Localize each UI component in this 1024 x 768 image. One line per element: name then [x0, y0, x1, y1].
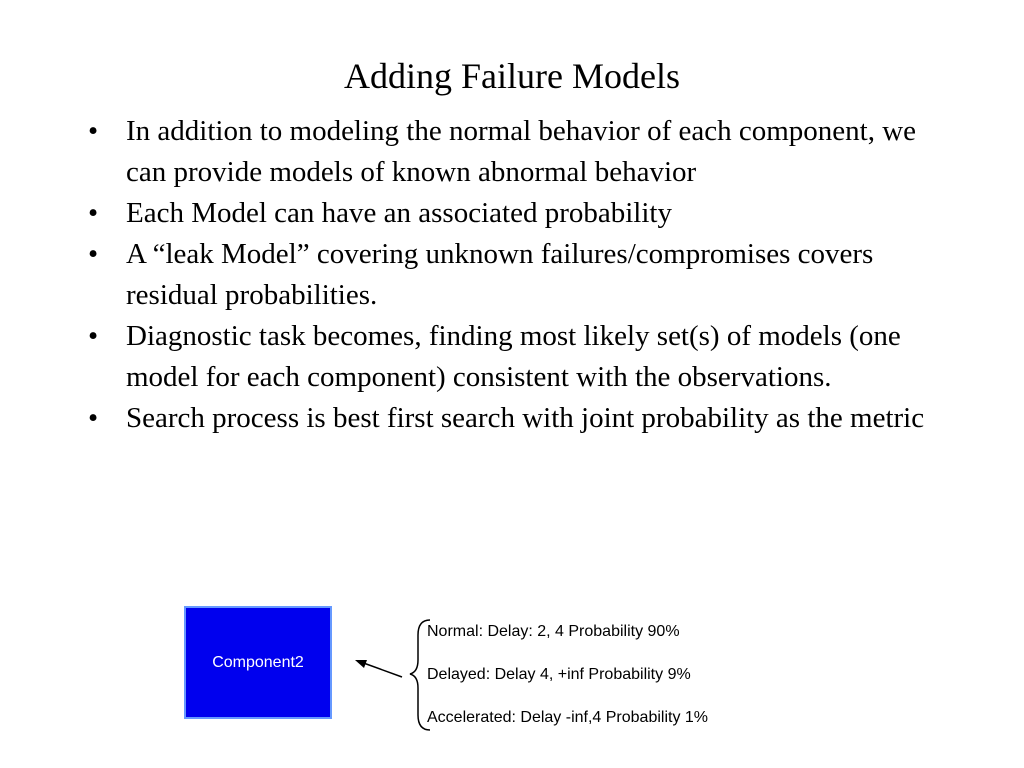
bullet-item	[88, 193, 938, 234]
connector-graphic	[340, 610, 440, 740]
arrow-head-icon	[355, 660, 367, 668]
bullet-text: Search process is best first search with joint probability as the metric	[126, 402, 925, 434]
model-accelerated: Accelerated: Delay -inf,4 Probability 1%	[427, 709, 709, 726]
component-box	[184, 606, 332, 719]
slide-title: Adding Failure Models	[344, 56, 680, 96]
bullet-text: In addition to modeling the normal behavior of each component, we can provide models of known abnormal behavior	[126, 115, 917, 188]
bullet-dot: •	[88, 238, 99, 270]
component-label: Component2	[212, 653, 304, 671]
bullet-list	[88, 111, 938, 439]
bullet-dot: •	[88, 320, 99, 352]
bullet-item	[88, 111, 938, 193]
model-normal: Normal: Delay: 2, 4 Probability 90%	[427, 623, 680, 640]
model-delayed: Delayed: Delay 4, +inf Probability 9%	[427, 666, 691, 683]
bullet-dot: •	[88, 115, 99, 147]
bullet-item	[88, 316, 938, 398]
bullet-item	[88, 398, 938, 439]
bullet-item	[88, 234, 938, 316]
bullet-text: Each Model can have an associated probability	[126, 197, 672, 229]
bullet-text: A “leak Model” covering unknown failures/compromises covers residual probabilities.	[126, 238, 874, 311]
bullet-dot: •	[88, 402, 99, 434]
bullet-dot: •	[88, 197, 99, 229]
bullet-text: Diagnostic task becomes, finding most likely set(s) of models (one model for each component) consistent with the observations.	[126, 320, 901, 393]
